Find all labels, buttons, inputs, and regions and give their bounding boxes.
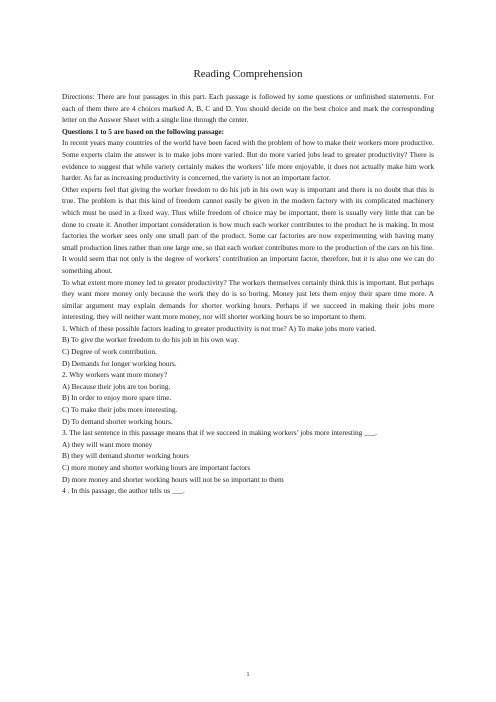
question-line: C) To make their jobs more interesting. <box>62 405 178 415</box>
document-title: Reading Comprehension <box>193 68 303 80</box>
question-line: 2. Why workers want more money? <box>62 370 168 380</box>
question-line: D) Demands for longer working hours. <box>62 358 177 368</box>
question-line: D) more money and shorter working hours will not be so important to them <box>62 474 284 484</box>
question-line: 3. The last sentence in this passage means that if we succeed in making workers’ jobs more interesting ___. <box>62 428 378 438</box>
question-line: D) To demand shorter working hours. <box>62 416 173 426</box>
page-number: 1 <box>246 672 250 678</box>
question-line: 1. Which of these possible factors leading to greater productivity is not true? A) To make jobs more varied. <box>62 323 377 333</box>
question-line: B) they will demand shorter working hours <box>62 451 189 461</box>
passage-paragraph: To what extent more money led to greater productivity? The workers themselves certainly think this is important. But perhaps they want more money only because the work they do is so boring. Money just lets them enjoy their spare time more. A similar argument may explain demands for shorter working hours. Perhaps if we succeed in making their jobs more interesting, they will neither want more money, nor will shorter working hours be so important to them. <box>62 277 434 322</box>
section-heading: Questions 1 to 5 are based on the following passage: <box>62 126 225 136</box>
question-line: 4 . In this passage, the author tells us ___. <box>62 486 185 496</box>
question-line: B) In order to enjoy more spare time. <box>62 393 172 403</box>
directions-text: Directions: There are four passages in this part. Each passage is followed by some questions or unfinished statements. For each of them there are 4 choices marked A, B, C and D. You should decide on the best choice and mark the corresponding letter on the Answer Sheet with a single line through the center. <box>62 92 434 125</box>
question-line: C) more money and shorter working hours are important factors <box>62 463 251 472</box>
document-page <box>62 68 434 497</box>
passage-paragraph: In recent years many countries of the world have been faced with the problem of how to make their workers more productive. Some experts claim the answer is to make jobs more varied. But do more varied jobs lead to greater productivity? There is evidence to suggest that while variety certainly makes the workers’ life more enjoyable, it does not actually make him work harder. As far as increasing productivity is concerned, the variety is not an important factor. <box>62 138 434 183</box>
question-line: C) Degree of work contribution. <box>62 347 157 357</box>
question-line: B) To give the worker freedom to do his job in his own way. <box>62 335 240 345</box>
passage-paragraph: Other experts feel that giving the worker freedom to do his job in his own way is important and there is no doubt that this is true. The problem is that this kind of freedom cannot easily be given in the modern factory with its complicated machinery which must be used in a fixed way. Thus while freedom of choice may be important, there is usually very little that can be done to create it. Another important consideration is how much each worker contributes to the product he is making. In most factories the worker sees only one small part of the product. Some car factories are now experimenting with having many small production lines rather than one large one, so that each worker contributes more to the production of the cars on his line. It would seem that not only is the degree of workers’ contribution an important factor, therefore, but it is also one we can do something about. <box>62 184 434 275</box>
question-line: A) Because their jobs are too boring. <box>62 381 171 391</box>
question-line: A) they will want more money <box>62 439 153 449</box>
